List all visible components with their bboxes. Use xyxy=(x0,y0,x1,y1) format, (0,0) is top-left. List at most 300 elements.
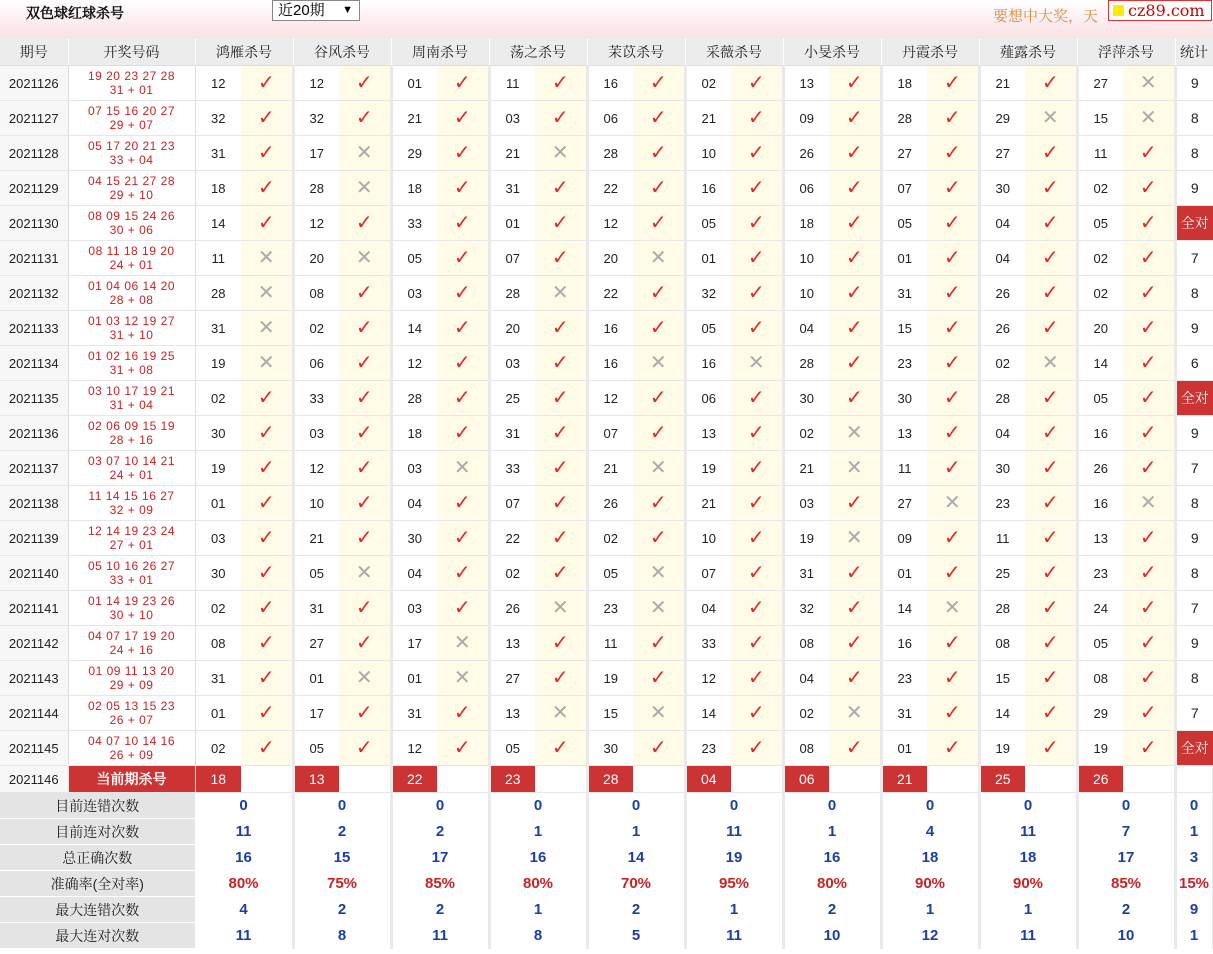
summary-value: 0 xyxy=(587,793,685,819)
check-mark-icon: ✓ xyxy=(1139,457,1157,479)
cross-mark-icon: ✕ xyxy=(845,527,863,549)
check-mark-icon: ✓ xyxy=(257,387,275,409)
kill-number: 31 xyxy=(489,171,535,206)
kill-number: 30 xyxy=(979,451,1025,486)
check-mark-icon: ✓ xyxy=(1041,177,1059,199)
check-mark-icon: ✓ xyxy=(1041,282,1059,304)
row-stat: 9 xyxy=(1175,416,1213,451)
kill-number: 04 xyxy=(783,311,829,346)
kill-result xyxy=(633,416,685,451)
top-bar xyxy=(0,0,1213,39)
summary-value: 70% xyxy=(587,871,685,897)
check-mark-icon: ✓ xyxy=(1139,177,1157,199)
check-mark-icon: ✓ xyxy=(453,387,471,409)
kill-number: 27 xyxy=(881,136,927,171)
check-mark-icon: ✓ xyxy=(845,107,863,129)
kill-result xyxy=(633,241,685,276)
cross-mark-icon: ✕ xyxy=(1139,72,1157,94)
period-select[interactable] xyxy=(272,0,360,21)
kill-number: 14 xyxy=(195,206,241,241)
kill-number: 10 xyxy=(783,241,829,276)
check-mark-icon: ✓ xyxy=(747,597,765,619)
kill-result xyxy=(241,696,293,731)
summary-value: 16 xyxy=(489,845,587,871)
check-mark-icon: ✓ xyxy=(747,702,765,724)
summary-value: 80% xyxy=(489,871,587,897)
draw-rest-balls: 29 + 07 xyxy=(109,118,154,132)
ad-banner-text[interactable]: 要想中大奖，天 xyxy=(993,8,1099,25)
kill-number: 21 xyxy=(293,521,339,556)
kill-result xyxy=(1025,416,1077,451)
kill-number: 25 xyxy=(489,381,535,416)
kill-number: 01 xyxy=(391,66,437,101)
row-stat: 9 xyxy=(1175,626,1213,661)
table-row xyxy=(0,556,1213,591)
kill-result xyxy=(241,171,293,206)
summary-value: 16 xyxy=(195,845,293,871)
row-stat: 7 xyxy=(1175,696,1213,731)
kill-number: 06 xyxy=(587,101,633,136)
check-mark-icon: ✓ xyxy=(257,597,275,619)
summary-value: 1 xyxy=(783,819,881,845)
table-row xyxy=(0,171,1213,206)
kill-result xyxy=(339,626,391,661)
kill-result xyxy=(339,101,391,136)
summary-value: 0 xyxy=(685,793,783,819)
check-mark-icon: ✓ xyxy=(649,387,667,409)
kill-number: 23 xyxy=(587,591,633,626)
draw-numbers xyxy=(68,451,195,486)
draw-red-balls: 08 11 18 19 20 xyxy=(88,244,175,258)
cross-mark-icon: ✕ xyxy=(355,247,373,269)
kill-number: 13 xyxy=(489,626,535,661)
cross-mark-icon: ✕ xyxy=(453,457,471,479)
draw-numbers xyxy=(68,206,195,241)
current-kill-number: 28 xyxy=(587,766,633,793)
cross-mark-icon: ✕ xyxy=(551,142,569,164)
kill-result xyxy=(927,661,979,696)
summary-value: 75% xyxy=(293,871,391,897)
kill-number: 23 xyxy=(979,486,1025,521)
check-mark-icon: ✓ xyxy=(1139,667,1157,689)
kill-result xyxy=(1025,451,1077,486)
kill-number: 23 xyxy=(1077,556,1123,591)
check-mark-icon: ✓ xyxy=(1041,702,1059,724)
kill-number: 04 xyxy=(685,591,731,626)
kill-number: 18 xyxy=(391,171,437,206)
kill-number: 06 xyxy=(783,171,829,206)
kill-result xyxy=(829,171,881,206)
kill-result xyxy=(1025,206,1077,241)
kill-number: 10 xyxy=(685,521,731,556)
kill-number: 16 xyxy=(587,346,633,381)
kill-result xyxy=(241,206,293,241)
check-mark-icon: ✓ xyxy=(257,737,275,759)
kill-result xyxy=(633,626,685,661)
kill-number: 28 xyxy=(979,591,1025,626)
check-mark-icon: ✓ xyxy=(943,72,961,94)
kill-result xyxy=(339,696,391,731)
column-header: 谷风杀号 xyxy=(293,38,391,66)
check-mark-icon: ✓ xyxy=(649,632,667,654)
kill-number: 21 xyxy=(587,451,633,486)
check-mark-icon: ✓ xyxy=(1041,457,1059,479)
draw-rest-balls: 31 + 10 xyxy=(109,328,154,342)
kill-result xyxy=(241,626,293,661)
kill-number-table xyxy=(0,38,1213,949)
check-mark-icon: ✓ xyxy=(1139,527,1157,549)
draw-red-balls: 03 10 17 19 21 xyxy=(87,384,176,398)
check-mark-icon: ✓ xyxy=(649,492,667,514)
kill-result xyxy=(927,626,979,661)
summary-row xyxy=(0,845,1213,871)
summary-row xyxy=(0,897,1213,923)
kill-result xyxy=(731,486,783,521)
check-mark-icon: ✓ xyxy=(1139,142,1157,164)
kill-number: 33 xyxy=(489,451,535,486)
check-mark-icon: ✓ xyxy=(747,72,765,94)
kill-number: 31 xyxy=(881,276,927,311)
check-mark-icon: ✓ xyxy=(1041,72,1059,94)
kill-number: 13 xyxy=(783,66,829,101)
kill-number: 12 xyxy=(293,206,339,241)
row-stat: 7 xyxy=(1175,241,1213,276)
kill-result xyxy=(829,696,881,731)
check-mark-icon: ✓ xyxy=(845,737,863,759)
kill-result xyxy=(241,101,293,136)
cross-mark-icon: ✕ xyxy=(551,282,569,304)
cross-mark-icon: ✕ xyxy=(453,632,471,654)
kill-number: 26 xyxy=(489,591,535,626)
kill-result xyxy=(1123,521,1175,556)
kill-result xyxy=(535,346,587,381)
kill-number: 19 xyxy=(783,521,829,556)
kill-result xyxy=(731,66,783,101)
kill-number: 14 xyxy=(881,591,927,626)
kill-number: 01 xyxy=(881,731,927,766)
check-mark-icon: ✓ xyxy=(453,72,471,94)
kill-number: 28 xyxy=(979,381,1025,416)
summary-value: 85% xyxy=(391,871,489,897)
kill-result xyxy=(535,241,587,276)
draw-numbers xyxy=(68,136,195,171)
kill-number: 31 xyxy=(293,591,339,626)
kill-result xyxy=(1123,206,1175,241)
period-select-value: 近20期 xyxy=(278,2,325,19)
issue-number: 2021134 xyxy=(0,346,68,381)
draw-red-balls: 05 10 16 26 27 xyxy=(87,559,176,573)
draw-numbers xyxy=(68,731,195,766)
kill-number: 13 xyxy=(1077,521,1123,556)
kill-number: 12 xyxy=(587,206,633,241)
check-mark-icon: ✓ xyxy=(355,457,373,479)
kill-result xyxy=(927,486,979,521)
summary-value: 0 xyxy=(391,793,489,819)
kill-result xyxy=(633,661,685,696)
kill-result xyxy=(927,556,979,591)
check-mark-icon: ✓ xyxy=(845,562,863,584)
kill-number: 08 xyxy=(1077,661,1123,696)
kill-number: 30 xyxy=(195,416,241,451)
check-mark-icon: ✓ xyxy=(747,562,765,584)
current-kill-number: 25 xyxy=(979,766,1025,793)
kill-number: 11 xyxy=(1077,136,1123,171)
kill-result xyxy=(927,346,979,381)
cross-mark-icon: ✕ xyxy=(649,457,667,479)
kill-number: 16 xyxy=(587,66,633,101)
check-mark-icon: ✓ xyxy=(355,492,373,514)
row-stat: 9 xyxy=(1175,521,1213,556)
ad-square-icon xyxy=(1113,5,1124,16)
kill-number: 04 xyxy=(391,486,437,521)
draw-rest-balls: 29 + 10 xyxy=(109,188,154,202)
check-mark-icon: ✓ xyxy=(453,212,471,234)
check-mark-icon: ✓ xyxy=(747,282,765,304)
row-stat: 全对 xyxy=(1175,731,1213,766)
kill-result xyxy=(437,486,489,521)
summary-value: 18 xyxy=(979,845,1077,871)
kill-result xyxy=(1025,241,1077,276)
kill-result xyxy=(535,451,587,486)
summary-value: 1 xyxy=(489,897,587,923)
summary-value: 85% xyxy=(1077,871,1175,897)
kill-result xyxy=(829,416,881,451)
kill-result xyxy=(1025,591,1077,626)
kill-result xyxy=(731,171,783,206)
summary-row xyxy=(0,819,1213,845)
check-mark-icon: ✓ xyxy=(355,737,373,759)
kill-result xyxy=(731,101,783,136)
check-mark-icon: ✓ xyxy=(649,107,667,129)
table-row xyxy=(0,451,1213,486)
kill-number: 15 xyxy=(1077,101,1123,136)
draw-numbers xyxy=(68,556,195,591)
kill-number: 05 xyxy=(391,241,437,276)
summary-row xyxy=(0,793,1213,819)
issue-number: 2021131 xyxy=(0,241,68,276)
draw-red-balls: 04 07 17 19 20 xyxy=(87,629,176,643)
check-mark-icon: ✓ xyxy=(943,387,961,409)
check-mark-icon: ✓ xyxy=(257,667,275,689)
kill-number: 26 xyxy=(587,486,633,521)
kill-number: 05 xyxy=(1077,626,1123,661)
check-mark-icon: ✓ xyxy=(1041,247,1059,269)
kill-number: 30 xyxy=(979,171,1025,206)
kill-number: 13 xyxy=(881,416,927,451)
kill-result xyxy=(437,171,489,206)
kill-result xyxy=(1123,696,1175,731)
kill-result xyxy=(1123,66,1175,101)
draw-numbers xyxy=(68,696,195,731)
check-mark-icon: ✓ xyxy=(943,142,961,164)
kill-number: 02 xyxy=(195,731,241,766)
kill-number: 30 xyxy=(783,381,829,416)
check-mark-icon: ✓ xyxy=(257,527,275,549)
current-kill-spacer xyxy=(1123,766,1175,793)
kill-result xyxy=(633,101,685,136)
draw-rest-balls: 31 + 08 xyxy=(109,363,154,377)
table-body xyxy=(0,66,1213,949)
current-stat-spacer xyxy=(1175,766,1213,793)
kill-result xyxy=(437,556,489,591)
kill-result xyxy=(1123,311,1175,346)
draw-red-balls: 11 14 15 16 27 xyxy=(88,489,175,503)
table-row xyxy=(0,66,1213,101)
kill-number: 12 xyxy=(293,451,339,486)
kill-result xyxy=(1025,101,1077,136)
kill-result xyxy=(829,486,881,521)
summary-value: 15 xyxy=(293,845,391,871)
kill-number: 30 xyxy=(391,521,437,556)
kill-result xyxy=(731,521,783,556)
kill-number: 11 xyxy=(489,66,535,101)
check-mark-icon: ✓ xyxy=(747,107,765,129)
check-mark-icon: ✓ xyxy=(453,737,471,759)
kill-number: 07 xyxy=(685,556,731,591)
summary-value: 8 xyxy=(293,923,391,949)
check-mark-icon: ✓ xyxy=(747,667,765,689)
cross-mark-icon: ✕ xyxy=(649,702,667,724)
draw-red-balls: 12 14 19 23 24 xyxy=(87,524,176,538)
kill-number: 10 xyxy=(685,136,731,171)
kill-number: 19 xyxy=(195,346,241,381)
kill-result xyxy=(633,696,685,731)
kill-number: 27 xyxy=(1077,66,1123,101)
kill-result xyxy=(633,171,685,206)
kill-number: 07 xyxy=(881,171,927,206)
check-mark-icon: ✓ xyxy=(355,352,373,374)
draw-rest-balls: 33 + 01 xyxy=(109,573,154,587)
check-mark-icon: ✓ xyxy=(453,597,471,619)
kill-number: 05 xyxy=(1077,381,1123,416)
check-mark-icon: ✓ xyxy=(355,632,373,654)
kill-number: 14 xyxy=(1077,346,1123,381)
check-mark-icon: ✓ xyxy=(257,107,275,129)
check-mark-icon: ✓ xyxy=(1139,422,1157,444)
kill-result xyxy=(1025,311,1077,346)
kill-number: 32 xyxy=(293,101,339,136)
kill-number: 22 xyxy=(587,171,633,206)
kill-result xyxy=(339,661,391,696)
kill-number: 28 xyxy=(587,136,633,171)
kill-result xyxy=(1025,731,1077,766)
check-mark-icon: ✓ xyxy=(1139,282,1157,304)
current-kill-number: 23 xyxy=(489,766,535,793)
kill-number: 19 xyxy=(685,451,731,486)
kill-number: 12 xyxy=(685,661,731,696)
issue-number: 2021140 xyxy=(0,556,68,591)
kill-result xyxy=(633,311,685,346)
cross-mark-icon: ✕ xyxy=(355,562,373,584)
kill-number: 13 xyxy=(685,416,731,451)
kill-result xyxy=(927,416,979,451)
kill-result xyxy=(339,556,391,591)
check-mark-icon: ✓ xyxy=(453,247,471,269)
kill-result xyxy=(1123,101,1175,136)
check-mark-icon: ✓ xyxy=(943,282,961,304)
chevron-down-icon: ▼ xyxy=(342,4,353,16)
kill-result xyxy=(339,206,391,241)
kill-number: 12 xyxy=(391,731,437,766)
kill-number: 28 xyxy=(881,101,927,136)
summary-value: 4 xyxy=(881,819,979,845)
kill-result xyxy=(633,276,685,311)
kill-number: 04 xyxy=(783,661,829,696)
kill-number: 08 xyxy=(783,626,829,661)
draw-red-balls: 01 03 12 19 27 xyxy=(87,314,176,328)
kill-result xyxy=(241,241,293,276)
check-mark-icon: ✓ xyxy=(845,142,863,164)
kill-result xyxy=(241,521,293,556)
draw-rest-balls: 31 + 01 xyxy=(109,83,154,97)
summary-value: 0 xyxy=(1077,793,1175,819)
current-kill-spacer xyxy=(731,766,783,793)
draw-rest-balls: 24 + 01 xyxy=(109,468,154,482)
kill-result xyxy=(241,66,293,101)
kill-result xyxy=(241,591,293,626)
check-mark-icon: ✓ xyxy=(453,107,471,129)
kill-result xyxy=(339,136,391,171)
kill-number: 02 xyxy=(1077,241,1123,276)
check-mark-icon: ✓ xyxy=(551,562,569,584)
kill-result xyxy=(339,416,391,451)
check-mark-icon: ✓ xyxy=(845,667,863,689)
kill-number: 05 xyxy=(489,731,535,766)
issue-number: 2021145 xyxy=(0,731,68,766)
ad-site-link[interactable] xyxy=(1108,0,1212,21)
check-mark-icon: ✓ xyxy=(943,422,961,444)
draw-red-balls: 04 15 21 27 28 xyxy=(87,174,176,188)
column-header: 周南杀号 xyxy=(391,38,489,66)
kill-number: 31 xyxy=(195,311,241,346)
check-mark-icon: ✓ xyxy=(257,177,275,199)
kill-result xyxy=(633,206,685,241)
kill-result xyxy=(829,136,881,171)
check-mark-icon: ✓ xyxy=(257,492,275,514)
kill-result xyxy=(829,591,881,626)
kill-result xyxy=(1025,556,1077,591)
kill-number: 33 xyxy=(293,381,339,416)
check-mark-icon: ✓ xyxy=(943,562,961,584)
kill-result xyxy=(633,591,685,626)
check-mark-icon: ✓ xyxy=(747,212,765,234)
draw-red-balls: 02 06 09 15 19 xyxy=(87,419,176,433)
check-mark-icon: ✓ xyxy=(943,632,961,654)
kill-number: 02 xyxy=(1077,276,1123,311)
check-mark-icon: ✓ xyxy=(649,317,667,339)
summary-value: 0 xyxy=(881,793,979,819)
table-row xyxy=(0,731,1213,766)
check-mark-icon: ✓ xyxy=(943,667,961,689)
kill-result xyxy=(731,661,783,696)
draw-red-balls: 04 07 10 14 16 xyxy=(87,734,176,748)
kill-result xyxy=(535,311,587,346)
draw-numbers xyxy=(68,241,195,276)
summary-row xyxy=(0,923,1213,949)
draw-rest-balls: 24 + 01 xyxy=(109,258,154,272)
kill-number: 30 xyxy=(195,556,241,591)
check-mark-icon: ✓ xyxy=(845,177,863,199)
kill-number: 11 xyxy=(881,451,927,486)
kill-result xyxy=(829,66,881,101)
kill-number: 05 xyxy=(881,206,927,241)
summary-value: 17 xyxy=(391,845,489,871)
column-header: 薤露杀号 xyxy=(979,38,1077,66)
kill-result xyxy=(927,206,979,241)
kill-number: 19 xyxy=(587,661,633,696)
row-stat: 8 xyxy=(1175,661,1213,696)
kill-result xyxy=(339,241,391,276)
